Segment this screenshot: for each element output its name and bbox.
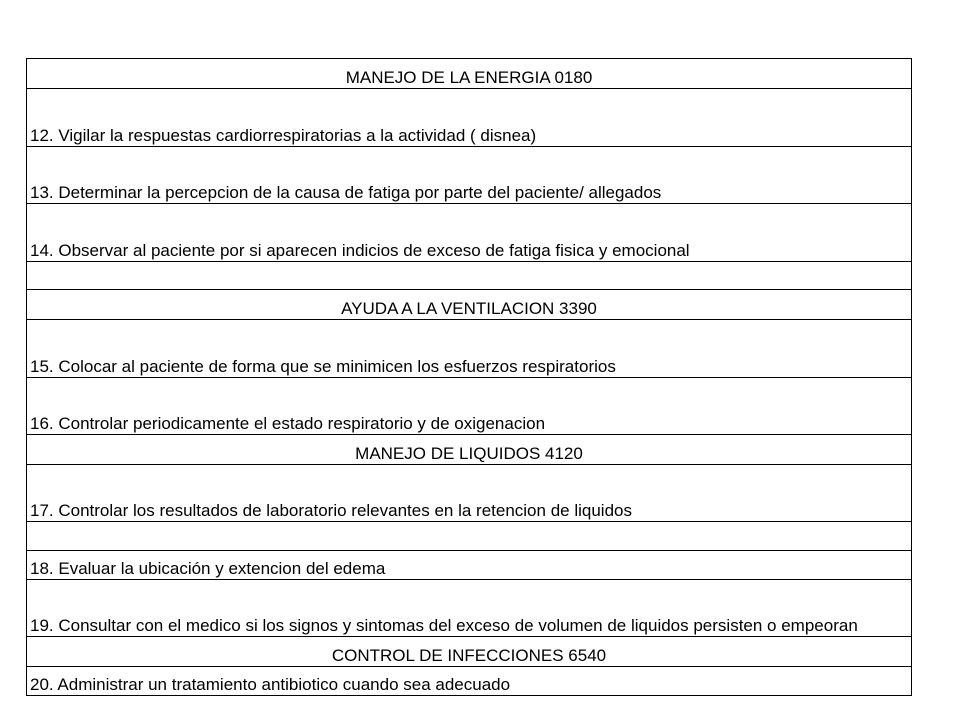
empty-row-cell bbox=[27, 522, 912, 551]
nursing-interventions-table bbox=[26, 58, 912, 696]
intervention-item: 13. Determinar la percepcion de la causa de fatiga por parte del paciente/ allegados bbox=[27, 147, 912, 204]
section-header-control-infecciones: CONTROL DE INFECCIONES 6540 bbox=[27, 637, 912, 667]
table-row bbox=[27, 465, 912, 522]
table-row bbox=[27, 378, 912, 435]
table-row bbox=[27, 667, 912, 696]
table-row bbox=[27, 637, 912, 667]
table-row bbox=[27, 435, 912, 465]
section-header-manejo-liquidos: MANEJO DE LIQUIDOS 4120 bbox=[27, 435, 912, 465]
table-row bbox=[27, 204, 912, 262]
empty-row-cell bbox=[27, 262, 912, 290]
intervention-item: 14. Observar al paciente por si aparecen indicios de exceso de fatiga fisica y emocional bbox=[27, 204, 912, 262]
intervention-item: 18. Evaluar la ubicación y extencion del edema bbox=[27, 551, 912, 580]
intervention-item: 12. Vigilar la respuestas cardiorrespiratorias a la actividad ( disnea) bbox=[27, 89, 912, 147]
table-row bbox=[27, 89, 912, 147]
intervention-item: 16. Controlar periodicamente el estado respiratorio y de oxigenacion bbox=[27, 378, 912, 435]
table-row bbox=[27, 580, 912, 637]
intervention-item: 15. Colocar al paciente de forma que se minimicen los esfuerzos respiratorios bbox=[27, 320, 912, 378]
intervention-item: 17. Controlar los resultados de laboratorio relevantes en la retencion de liquidos bbox=[27, 465, 912, 522]
table-row bbox=[27, 551, 912, 580]
intervention-item: 19. Consultar con el medico si los signos y sintomas del exceso de volumen de liquidos persisten o empeoran bbox=[27, 580, 912, 637]
section-header-ayuda-ventilacion: AYUDA A LA VENTILACION 3390 bbox=[27, 290, 912, 320]
intervention-item: 20. Administrar un tratamiento antibiotico cuando sea adecuado bbox=[27, 667, 912, 696]
table-row bbox=[27, 262, 912, 290]
table-row bbox=[27, 522, 912, 551]
table-row bbox=[27, 320, 912, 378]
table-row bbox=[27, 59, 912, 89]
table-row bbox=[27, 147, 912, 204]
table-row bbox=[27, 290, 912, 320]
section-header-manejo-energia: MANEJO DE LA ENERGIA 0180 bbox=[27, 59, 912, 89]
